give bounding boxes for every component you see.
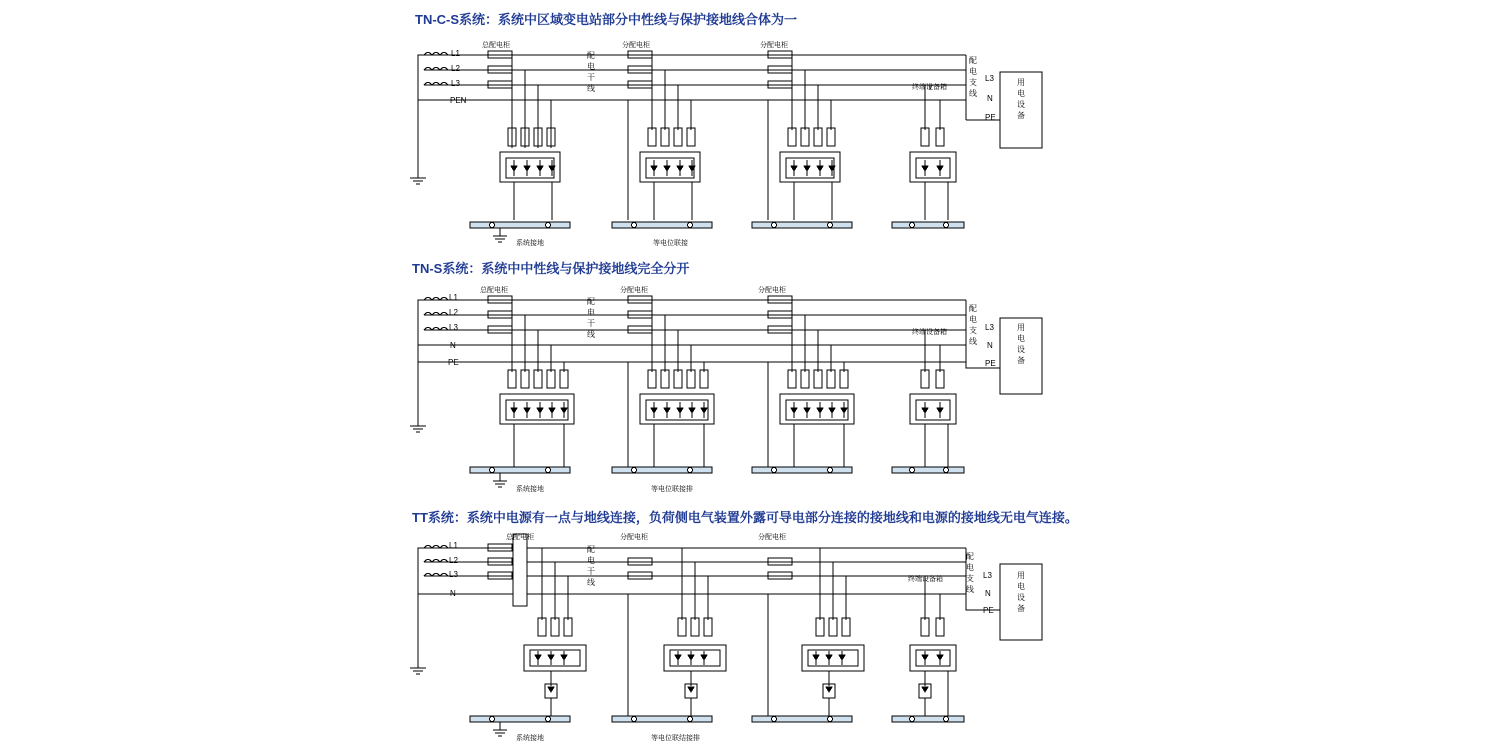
branch-label-1: 配 电 支 线 [969,56,977,98]
load-label-1: 用 电 设 备 [1017,78,1025,120]
conductor-label-l3-2: L3 [449,323,458,332]
conductor-label-l2-1: L2 [451,64,460,73]
terminal-box-label-3: 终端设备箱 [908,576,943,583]
system-ground-label-1: 系统接地 [516,240,544,247]
equipotential-label-2: 等电位联接排 [651,486,693,493]
cabinet-label-sub1-1: 分配电柜 [622,42,650,49]
cabinet-label-main-3: 总配电柜 [506,534,534,541]
conductor-label-l3-1: L3 [451,79,460,88]
load-terminal-n-1: N [987,94,993,103]
load-terminal-l3-2: L3 [985,323,994,332]
trunk-label-1: 配 电 干 线 [587,51,595,93]
terminal-box-label-2: 终端设备箱 [912,329,947,336]
cabinet-label-main-2: 总配电柜 [480,287,508,294]
cabinet-label-sub1-3: 分配电柜 [620,534,648,541]
conductor-label-pe-2: PE [448,358,459,367]
conductor-label-n-3: N [450,589,456,598]
cabinet-label-sub2-1: 分配电柜 [760,42,788,49]
branch-label-2: 配 电 支 线 [969,304,977,346]
load-terminal-n-3: N [985,589,991,598]
cabinet-label-sub2-2: 分配电柜 [758,287,786,294]
trunk-label-2: 配 电 干 线 [587,297,595,339]
load-label-3: 用 电 设 备 [1017,571,1025,613]
cabinet-label-sub1-2: 分配电柜 [620,287,648,294]
caption-tt: TT系统：系统中电源有一点与地线连接，负荷侧电气装置外露可导电部分连接的接地线和电源的接地线无电气连接。 [412,510,1078,525]
equipotential-label-1: 等电位联接 [653,240,688,247]
caption-tn-c-s: TN-C-S系统：系统中区域变电站部分中性线与保护接地线合体为一 [415,12,798,27]
equipotential-label-3: 等电位联结接排 [651,735,700,742]
branch-label-3: 配 电 支 线 [966,552,974,594]
conductor-label-l1-2: L1 [449,293,458,302]
conductor-label-l1-1: L1 [451,49,460,58]
conductor-label-l2-3: L2 [449,556,458,565]
load-terminal-pe-2: PE [985,359,996,368]
terminal-box-label-1: 终端设备箱 [912,84,947,91]
cabinet-label-main-1: 总配电柜 [482,42,510,49]
load-label-2: 用 电 设 备 [1017,323,1025,365]
conductor-label-pen-1: PEN [450,96,467,105]
load-terminal-pe-3: PE [983,606,994,615]
load-terminal-l3-3: L3 [983,571,992,580]
load-terminal-l3-1: L3 [985,74,994,83]
system-ground-label-2: 系统接地 [516,486,544,493]
conductor-label-l2-2: L2 [449,308,458,317]
load-terminal-pe-1: PE [985,113,996,122]
conductor-label-n-2: N [450,341,456,350]
system-ground-label-3: 系统接地 [516,735,544,742]
trunk-label-3: 配 电 干 线 [587,545,595,587]
conductor-label-l1-3: L1 [449,541,458,550]
caption-tn-s: TN-S系统：系统中中性线与保护接地线完全分开 [412,261,690,276]
load-terminal-n-2: N [987,341,993,350]
conductor-label-l3-3: L3 [449,570,458,579]
cabinet-label-sub2-3: 分配电柜 [758,534,786,541]
